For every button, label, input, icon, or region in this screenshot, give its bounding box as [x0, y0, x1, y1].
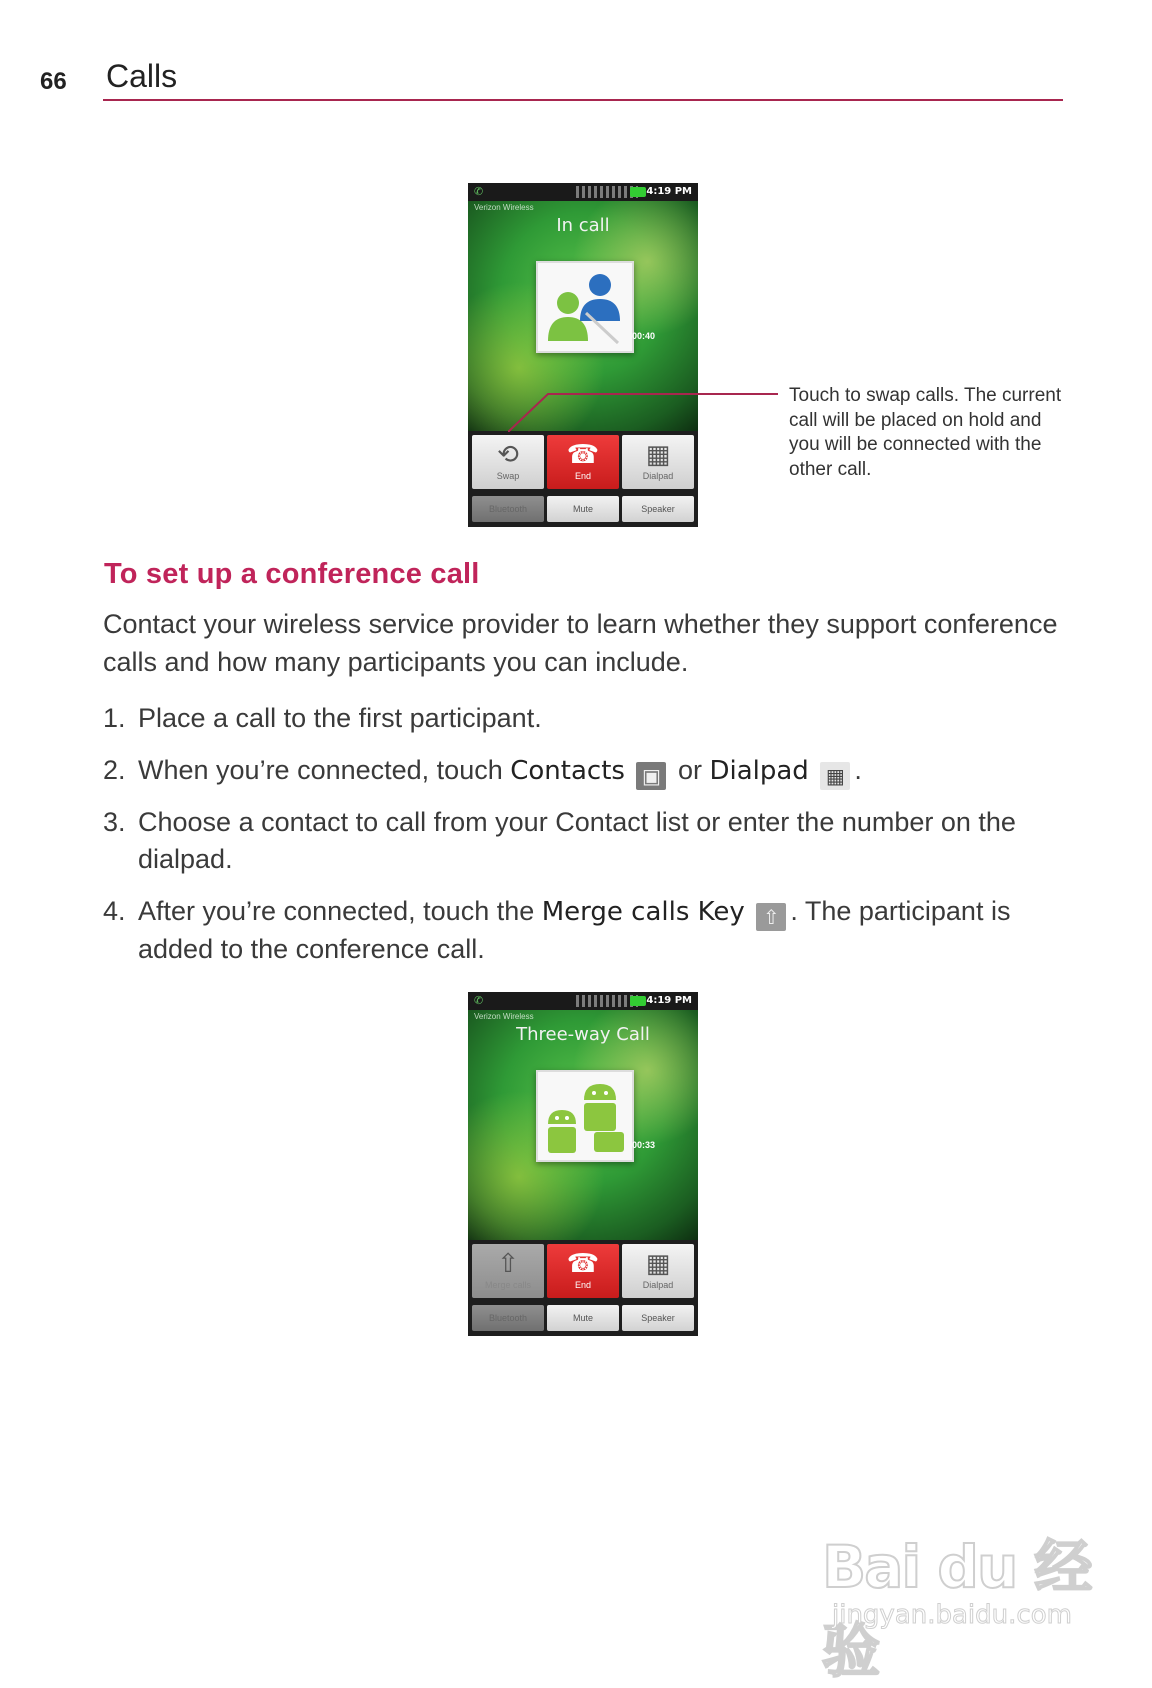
dialpad-icon: ▦: [645, 1249, 671, 1279]
step-text: Place a call to the first participant.: [138, 703, 542, 733]
step-number: 1.: [103, 703, 126, 733]
step-number: 2.: [103, 755, 126, 785]
swap-icon: ⟲: [497, 440, 519, 470]
step-text-pre: After you’re connected, touch the: [138, 896, 542, 926]
section-title: Calls: [106, 58, 178, 94]
speaker-button[interactable]: Speaker: [622, 496, 694, 522]
step-2: [103, 752, 1073, 790]
call-timer: 00:40: [632, 331, 656, 341]
mute-button[interactable]: Mute: [547, 496, 619, 522]
three-way-call-screenshot: [468, 992, 698, 1336]
step-1: [103, 700, 1073, 737]
merge-label: Merge calls: [484, 1280, 531, 1290]
step-text-post: . The participant is added to the conference call.: [138, 896, 1011, 964]
dialpad-button[interactable]: [622, 1244, 694, 1298]
swap-label: Swap: [496, 471, 520, 481]
call-options-row: [468, 493, 698, 527]
intro-paragraph: Contact your wireless service provider to learn whether they support conference calls and how many participants you can include.: [103, 609, 1058, 677]
status-time: 4:19 PM: [646, 995, 692, 1006]
call-options-row: [468, 1302, 698, 1336]
baidu-watermark: [822, 1500, 1092, 1685]
step-text: [138, 893, 1073, 968]
carrier-label: Verizon Wireless: [474, 203, 534, 212]
end-call-icon: ☎: [566, 440, 600, 470]
status-bar: [468, 992, 698, 1010]
call-screen: [468, 1010, 698, 1242]
end-call-icon: ☎: [566, 1249, 600, 1279]
dialpad-icon: ▦: [645, 440, 671, 470]
android-icon: [536, 1070, 634, 1162]
dialpad-term: Dialpad: [709, 756, 809, 786]
watermark-site: jingyan.baidu.com: [832, 1600, 1072, 1630]
status-bar: [468, 183, 698, 201]
step-text-pre: When you’re connected, touch: [138, 755, 511, 785]
dialpad-button[interactable]: [622, 435, 694, 489]
step-3: [103, 804, 1073, 878]
signal-icon: [576, 995, 638, 1007]
mute-button[interactable]: Mute: [547, 1305, 619, 1331]
end-label: End: [574, 1280, 591, 1290]
dialpad-icon: ▦: [820, 762, 850, 790]
page-number: 66: [40, 68, 67, 95]
battery-icon: [630, 187, 646, 197]
contact-photo-icon: [536, 261, 634, 353]
watermark-brand: Bai du 经验: [822, 1533, 1091, 1685]
end-call-button[interactable]: [547, 1244, 619, 1298]
carrier-label: Verizon Wireless: [474, 1012, 534, 1021]
call-buttons-row: [468, 1240, 698, 1302]
speaker-button[interactable]: Speaker: [622, 1305, 694, 1331]
contacts-icon: ▣: [636, 762, 666, 790]
status-time: 4:19 PM: [646, 186, 692, 197]
callout-line: [508, 392, 778, 432]
signal-icon: [576, 186, 638, 198]
step-text: [138, 752, 1073, 790]
merge-calls-button[interactable]: [472, 1244, 544, 1298]
dialpad-label: Dialpad: [642, 471, 674, 481]
call-state: Three-way Call: [516, 1024, 650, 1045]
bluetooth-button[interactable]: Bluetooth: [472, 1305, 544, 1331]
in-call-screenshot: [468, 183, 698, 527]
end-label: End: [574, 471, 591, 481]
step-number: 4.: [103, 896, 126, 926]
end-call-button[interactable]: [547, 435, 619, 489]
phone-call-icon: ✆: [474, 185, 484, 198]
step-text: Choose a contact to call from your Contact list or enter the number on the dialpad.: [138, 807, 1016, 874]
header-rule: [103, 99, 1063, 101]
step-4: [103, 893, 1073, 968]
phone-call-icon: ✆: [474, 994, 484, 1007]
bluetooth-button[interactable]: Bluetooth: [472, 496, 544, 522]
call-timer: 00:33: [632, 1140, 656, 1150]
merge-calls-icon: ⇧: [756, 903, 786, 931]
merge-calls-icon: ⇧: [497, 1249, 519, 1279]
subheading: To set up a conference call: [104, 558, 480, 590]
step-number: 3.: [103, 807, 126, 837]
contacts-term: Contacts: [510, 756, 625, 786]
swap-button[interactable]: [472, 435, 544, 489]
call-buttons-row: [468, 431, 698, 493]
call-state: In call: [556, 215, 610, 236]
step-text-post: .: [854, 755, 862, 785]
battery-icon: [630, 996, 646, 1006]
swap-callout: Touch to swap calls. The current call will be placed on hold and you will be connected with the other call.: [789, 385, 1062, 480]
merge-calls-term: Merge calls Key: [541, 897, 745, 927]
dialpad-label: Dialpad: [642, 1280, 674, 1290]
step-text-mid: or: [670, 755, 710, 785]
